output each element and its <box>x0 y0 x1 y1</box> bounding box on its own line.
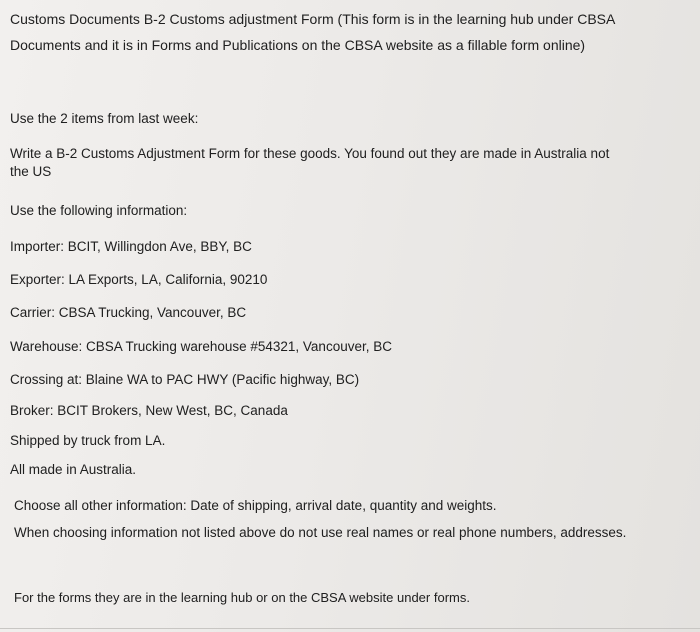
crossing-text: Crossing at: Blaine WA to PAC HWY (Pacific highway, BC) <box>10 372 360 387</box>
write-instruction-line-1: Write a B-2 Customs Adjustment Form for these goods. You found out they are made in Australia not <box>10 146 610 161</box>
use-following-info-text: Use the following information: <box>10 203 188 218</box>
use-items-text: Use the 2 items from last week: <box>10 111 199 126</box>
document-title-line-2: Documents and it is in Forms and Publications on the CBSA website as a fillable form online) <box>10 37 586 53</box>
broker-text: Broker: BCIT Brokers, New West, BC, Canada <box>10 403 288 418</box>
shipped-text: Shipped by truck from LA. <box>10 433 166 448</box>
warehouse-text: Warehouse: CBSA Trucking warehouse #54321, Vancouver, BC <box>10 339 392 354</box>
document-title-line-1: Customs Documents B-2 Customs adjustment Form (This form is in the learning hub under CBSA <box>10 11 616 27</box>
made-in-text: All made in Australia. <box>10 462 137 477</box>
bottom-edge-line <box>0 628 700 629</box>
forms-location-text: For the forms they are in the learning hub or on the CBSA website under forms. <box>14 590 470 605</box>
choose-other-info-text: Choose all other information: Date of shipping, arrival date, quantity and weights. <box>14 498 497 513</box>
carrier-text: Carrier: CBSA Trucking, Vancouver, BC <box>10 305 247 320</box>
when-choosing-text: When choosing information not listed above do not use real names or real phone numbers, addresses. <box>14 525 627 540</box>
exporter-text: Exporter: LA Exports, LA, California, 90210 <box>10 272 268 287</box>
importer-text: Importer: BCIT, Willingdon Ave, BBY, BC <box>10 239 252 254</box>
write-instruction-line-2: the US <box>10 164 52 179</box>
